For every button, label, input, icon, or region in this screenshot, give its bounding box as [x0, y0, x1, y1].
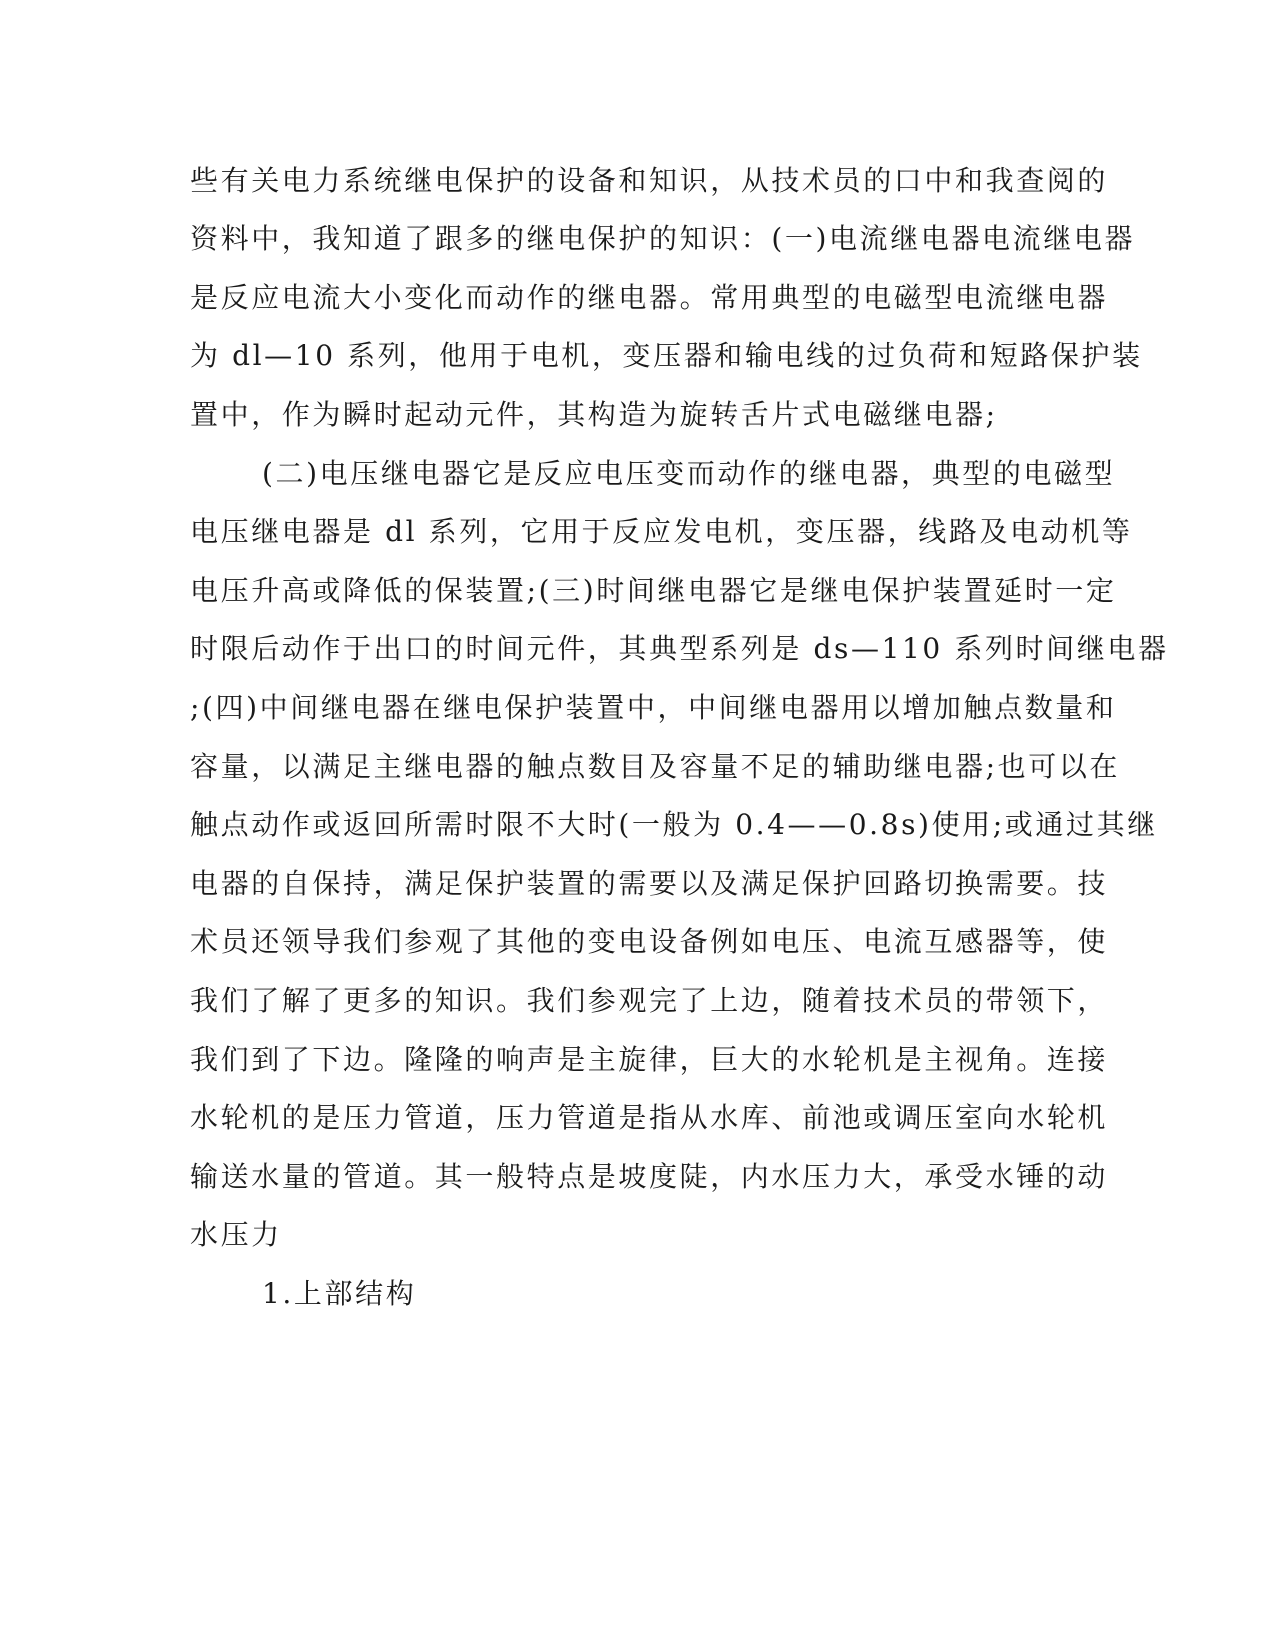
text-line: 电压继电器是 dl 系列，它用于反应发电机，变压器，线路及电动机等	[190, 515, 1133, 548]
text-line: 术员还领导我们参观了其他的变电设备例如电压、电流互感器等，使	[190, 925, 1109, 958]
text-line: 水压力	[190, 1218, 282, 1251]
text-line: 水轮机的是压力管道，压力管道是指从水库、前池或调压室向水轮机	[190, 1101, 1109, 1134]
text-line: 我们了解了更多的知识。我们参观完了上边，随着技术员的带领下，	[190, 984, 1109, 1017]
paragraph-start-line: (二)电压继电器它是反应电压变而动作的继电器，典型的电磁型	[262, 457, 1116, 490]
text-line: 些有关电力系统继电保护的设备和知识，从技术员的口中和我查阅的	[190, 164, 1109, 197]
section-heading: 1.上部结构	[262, 1277, 417, 1310]
text-line: 是反应电流大小变化而动作的继电器。常用典型的电磁型电流继电器	[190, 281, 1109, 314]
text-line: 置中，作为瞬时起动元件，其构造为旋转舌片式电磁继电器;	[190, 398, 998, 431]
text-line: 电器的自保持，满足保护装置的需要以及满足保护回路切换需要。技	[190, 867, 1109, 900]
text-line: 电压升高或降低的保装置;(三)时间继电器它是继电保护装置延时一定	[190, 574, 1117, 607]
text-line: 输送水量的管道。其一般特点是坡度陡，内水压力大，承受水锤的动	[190, 1160, 1109, 1193]
text-line: ;(四)中间继电器在继电保护装置中，中间继电器用以增加触点数量和	[190, 691, 1117, 724]
text-line: 时限后动作于出口的时间元件，其典型系列是 ds—110 系列时间继电器	[190, 632, 1169, 665]
text-line: 资料中，我知道了跟多的继电保护的知识：(一)电流继电器电流继电器	[190, 222, 1136, 255]
text-line: 触点动作或返回所需时限不大时(一般为 0.4——0.8s)使用;或通过其继	[190, 808, 1158, 841]
text-line: 为 dl—10 系列，他用于电机，变压器和输电线的过负荷和短路保护装	[190, 339, 1143, 372]
text-line: 我们到了下边。隆隆的响声是主旋律，巨大的水轮机是主视角。连接	[190, 1043, 1109, 1076]
text-line: 容量，以满足主继电器的触点数目及容量不足的辅助继电器;也可以在	[190, 750, 1121, 783]
